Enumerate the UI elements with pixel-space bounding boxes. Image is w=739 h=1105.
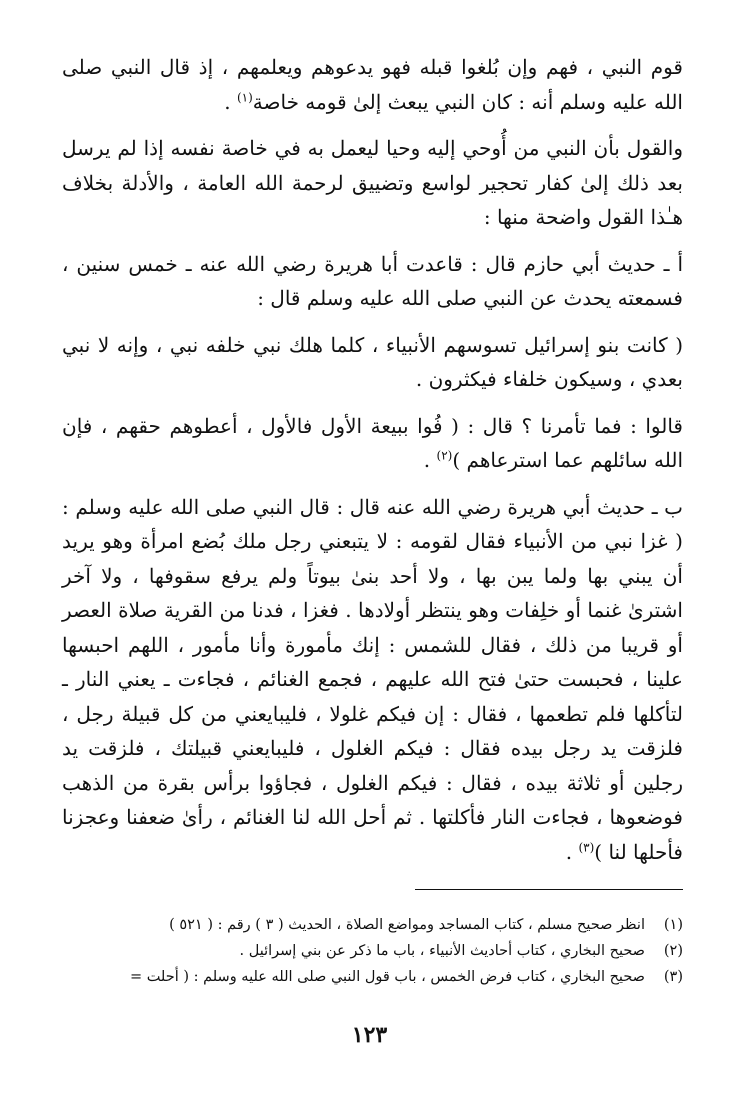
paragraph-5 [62, 409, 683, 478]
footnotes [62, 912, 683, 990]
paragraph-1 [62, 50, 683, 119]
paragraph-1-tail: . [224, 89, 237, 114]
paragraph-6 [62, 490, 683, 870]
paragraph-2: والقول بأن النبي من أُوحي إليه وحيا ليعمل به في خاصة نفسه إذا لم يرسل بعد ذلك إلىٰ كفار تحجير لواسع وتضييق لرحمة الله العامة ، والأدلة بخلاف هـٰذا القول واضحة منها : [62, 136, 683, 229]
footnote-2 [62, 938, 683, 964]
footnote-number: (٢) [663, 943, 683, 959]
footnote-text: صحيح البخاري ، كتاب أحاديث الأنبياء ، باب ما ذكر عن بني إسرائيل . [239, 943, 645, 959]
footnote-ref-1[interactable]: (١) [236, 89, 253, 104]
footnote-text: صحيح البخاري ، كتاب فرض الخمس ، باب قول النبي صلى الله عليه وسلم : ( أحلت = [129, 969, 645, 985]
footnote-ref-2[interactable]: (٢) [436, 448, 453, 463]
footnote-3 [62, 964, 683, 990]
paragraph-5-text: قالوا : فما تأمرنا ؟ قال : ( فُوا ببيعة الأول فالأول ، أعطوهم حقهم ، فإن الله سائلهم عما استرعاهم ) [62, 413, 683, 472]
paragraph-6-tail: . [565, 839, 579, 864]
footnote-number: (٣) [663, 969, 683, 985]
footnote-text: انظر صحيح مسلم ، كتاب المساجد ومواضع الصلاة ، الحديث ( ٣ ) رقم : ( ٥٢١ ) [169, 917, 645, 933]
body-text [62, 50, 683, 869]
footnote-separator [415, 889, 683, 890]
paragraph-1-text: قوم النبي ، فهم وإن بُلغوا قبله فهو يدعوهم ويعلمهم ، إذ قال النبي صلى الله عليه وسلم أنه : كان النبي يبعث إلىٰ قومه خاصة [62, 55, 683, 114]
paragraph-4: ( كانت بنو إسرائيل تسوسهم الأنبياء ، كلما هلك نبي خلفه نبي ، وإنه لا نبي بعدي ، وسيكون خلفاء فيكثرون . [62, 332, 683, 391]
footnote-ref-3[interactable]: (٣) [578, 839, 595, 854]
paragraph-3: أ ـ حديث أبي حازم قال : قاعدت أبا هريرة رضي الله عنه ـ خمس سنين ، فسمعته يحدث عن النبي صلى الله عليه وسلم قال : [62, 251, 683, 310]
paragraph-6-text: ب ـ حديث أبي هريرة رضي الله عنه قال : قال النبي صلى الله عليه وسلم : ( غزا نبي من الأنبياء فقال لقومه : لا يتبعني رجل ملك بُضع امرأة وهو يريد أن يبني بها ولما يبن بها ، ولا أحد بنىٰ بيوتاً ولم يرفع سقوفها ، ولا آخر اشترىٰ غنما أو خلِفات وهو ينتظر أولادها . فغزا ، فدنا من القرية صلاة العصر أو قريبا من ذلك ، فقال للشمس : إنك مأمورة وأنا مأمور ، اللهم احبسها علينا ، فحبست حتىٰ فتح الله عليهم ، فجمع الغنائم ، فجاءت ـ يعني النار ـ لتأكلها فلم تطعمها ، فقال : إن فيكم غلولا ، فليبايعني من كل قبيلة رجل ، فلزقت يد رجل بيده فقال : فيكم الغلول ، فليبايعني قبيلتك ، فلزقت يد رجلين أو ثلاثة بيده ، فقال : فيكم الغلول ، فجاؤوا برأس بقرة من الذهب فوضعوها ، فجاءت النار فأكلتها . ثم أحل الله لنا الغنائم ، رأىٰ ضعفنا وعجزنا فأحلها لنا ) [62, 494, 683, 864]
page-number: ١٢٣ [351, 1022, 388, 1048]
footnote-1 [62, 912, 683, 938]
footnote-number: (١) [663, 917, 683, 933]
paragraph-5-tail: . [423, 448, 437, 472]
